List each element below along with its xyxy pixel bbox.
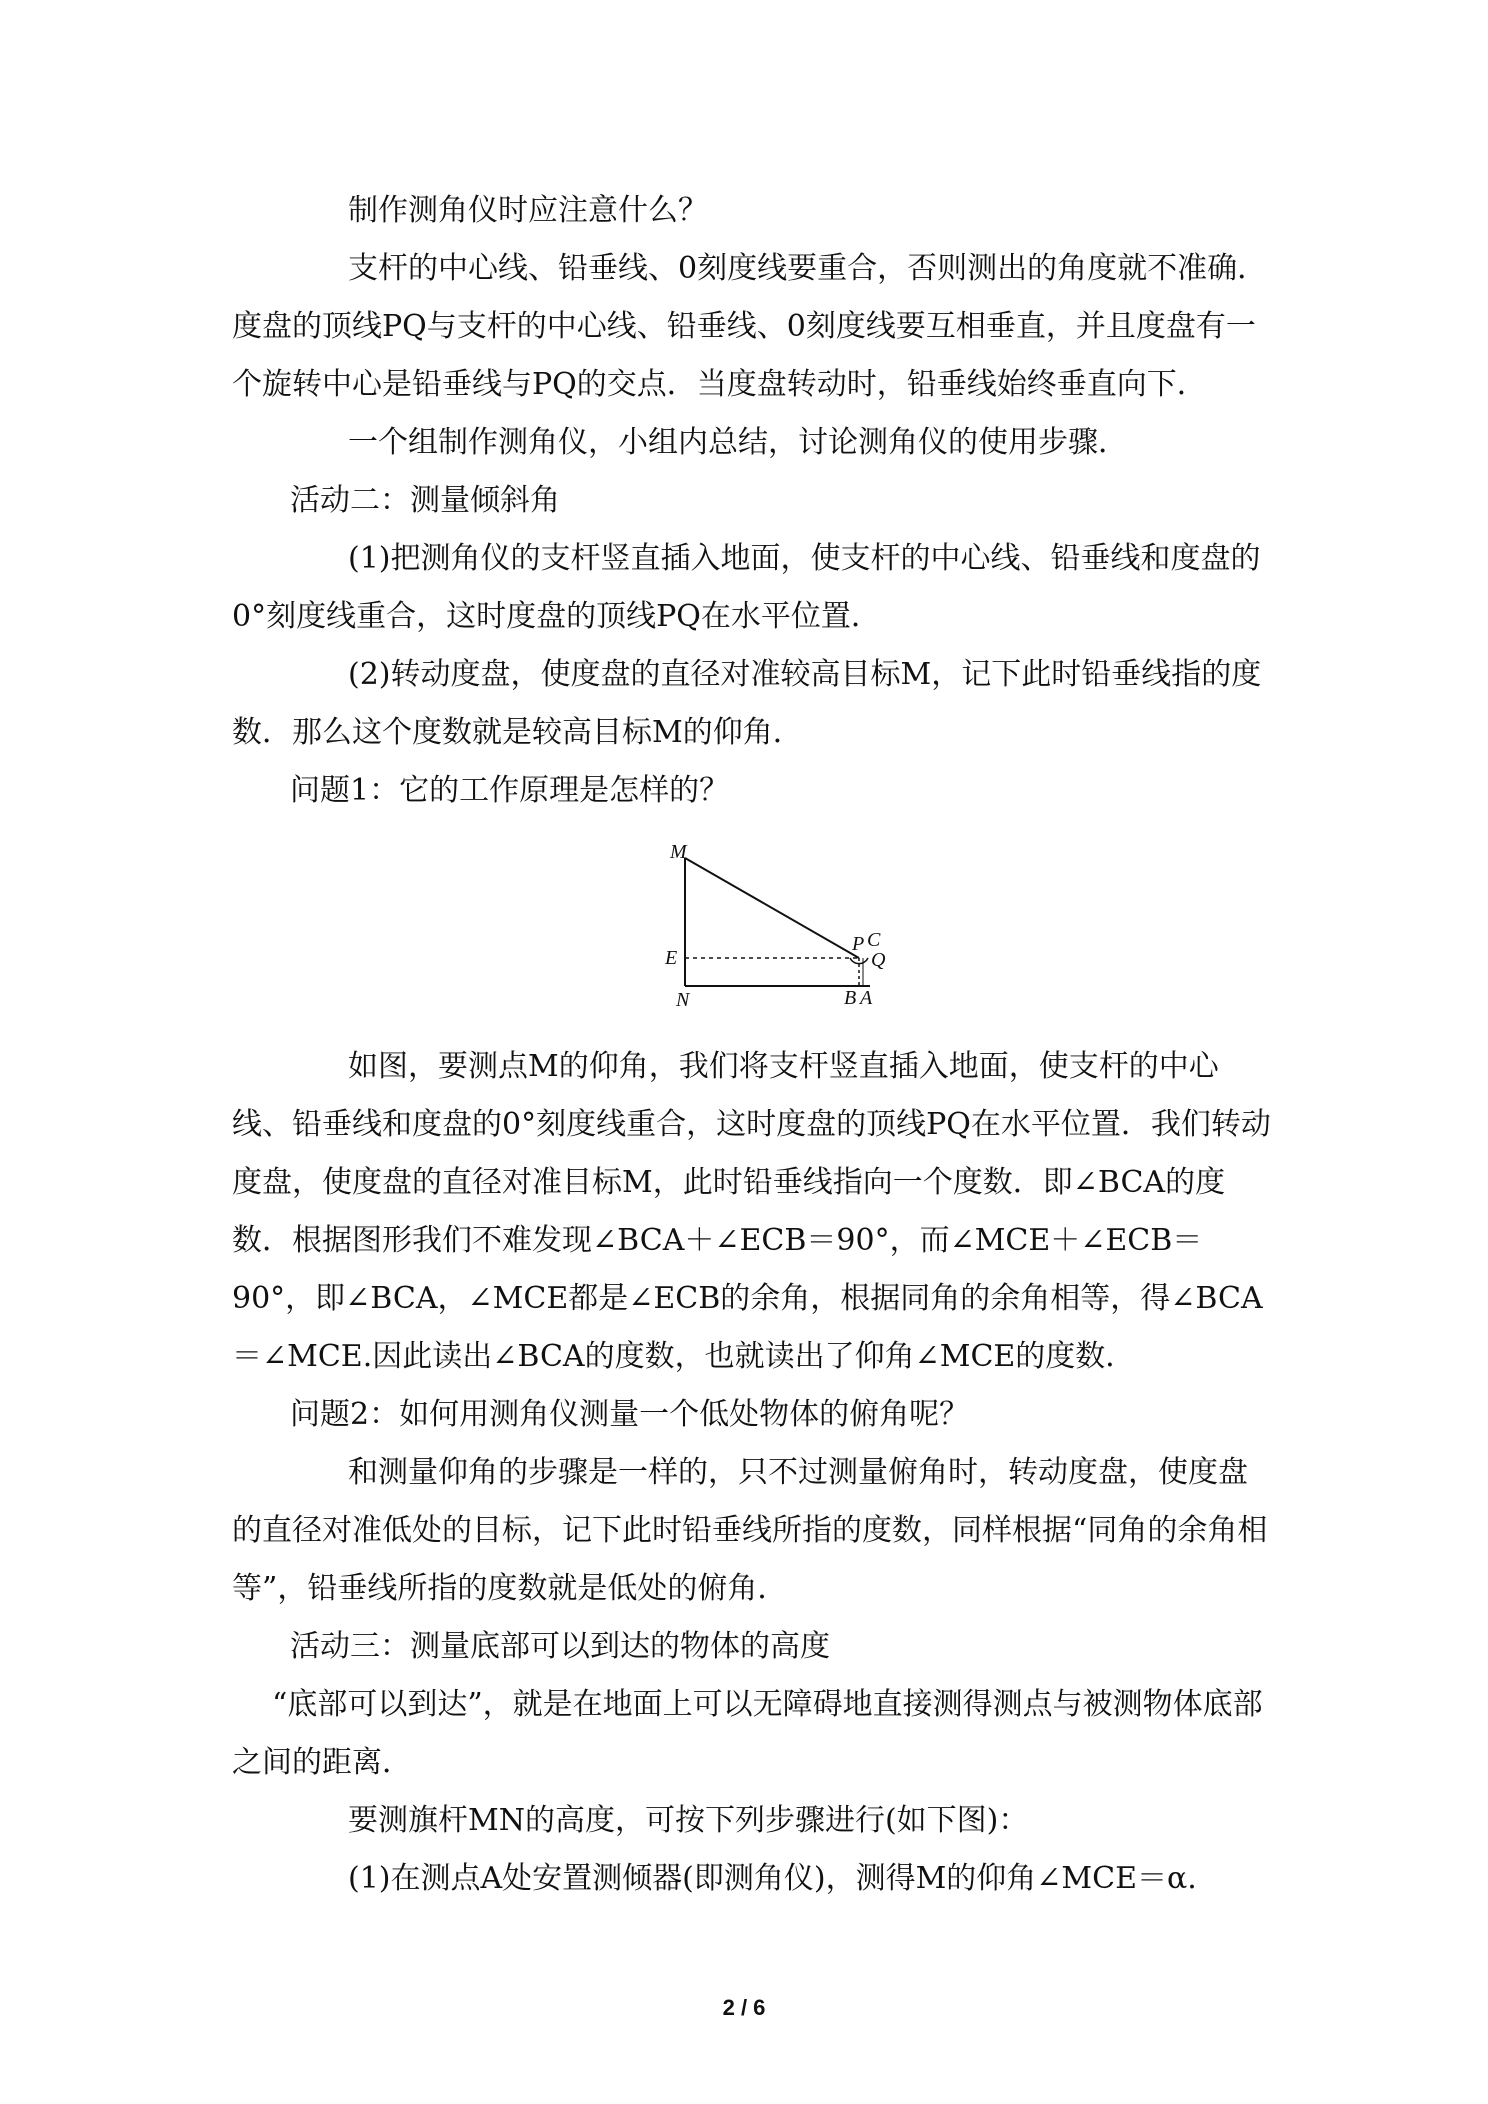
paragraph-answer-notes: 支杆的中心线、铅垂线、0刻度线要重合，否则测出的角度就不准确．度盘的顶线PQ与支杆的中心线、铅垂线、0刻度线要互相垂直，并且度盘有一个旋转中心是铅垂线与PQ的交点．当度盘转动时，铅垂线始终垂直向下． bbox=[232, 251, 1268, 402]
paragraph-step-two: (2)转动度盘，使度盘的直径对准较高目标M，记下此时铅垂线指的度数．那么这个度数就是较高目标M的仰角． bbox=[232, 657, 1262, 750]
paragraph-step-one: (1)把测角仪的支杆竖直插入地面，使支杆的中心线、铅垂线和度盘的0°刻度线重合，这时度盘的顶线PQ在水平位置． bbox=[232, 541, 1261, 634]
paragraph-flagpole-intro: 要测旗杆MN的高度，可按下列步骤进行(如下图)： bbox=[348, 1803, 1029, 1838]
label-c: C bbox=[867, 929, 881, 951]
heading-activity-two: 活动二：测量倾斜角 bbox=[290, 483, 560, 518]
page-number: 2 / 6 bbox=[722, 1995, 766, 2020]
label-p: P bbox=[852, 933, 865, 955]
paragraph-explanation: 如图，要测点M的仰角，我们将支杆竖直插入地面，使支杆的中心线、铅垂线和度盘的0°刻度线重合，这时度盘的顶线PQ在水平位置．我们转动度盘，使度盘的直径对准目标M，此时铅垂线指向一个度数．即∠BCA的度数．根据图形我们不难发现∠BCA＋∠ECB＝90°，而∠MCE＋∠ECB＝90°，即∠BCA，∠MCE都是∠ECB的余角，根据同角的余角相等，得∠BCA＝∠MCE.因此读出∠BCA的度数，也就读出了仰角∠MCE的度数． bbox=[232, 1049, 1271, 1374]
elevation-angle-diagram bbox=[660, 838, 920, 1008]
paragraph-answer-two: 和测量仰角的步骤是一样的，只不过测量俯角时，转动度盘，使度盘的直径对准低处的目标，记下此时铅垂线所指的度数，同样根据“同角的余角相等”，铅垂线所指的度数就是低处的俯角． bbox=[232, 1455, 1268, 1606]
paragraph-reachable-definition: “底部可以到达”，就是在地面上可以无障碍地直接测得测点与被测物体底部之间的距离． bbox=[232, 1687, 1263, 1780]
paragraph-question-one: 问题1：它的工作原理是怎样的？ bbox=[290, 773, 730, 808]
label-m: M bbox=[670, 841, 687, 863]
sight-line-mc bbox=[685, 858, 859, 958]
label-n: N bbox=[676, 989, 690, 1008]
paragraph-question-two: 问题2：如何用测角仪测量一个低处物体的俯角呢？ bbox=[290, 1397, 970, 1432]
label-e: E bbox=[665, 947, 678, 969]
paragraph-question-notes: 制作测角仪时应注意什么？ bbox=[348, 193, 708, 228]
label-a: A bbox=[860, 987, 873, 1008]
paragraph-flagpole-step-one: (1)在测点A处安置测倾器(即测角仪)，测得M的仰角∠MCE＝α. bbox=[348, 1861, 1197, 1896]
label-b: B bbox=[844, 987, 857, 1008]
heading-activity-three: 活动三：测量底部可以到达的物体的高度 bbox=[290, 1629, 830, 1664]
paragraph-group-discussion: 一个组制作测角仪，小组内总结，讨论测角仪的使用步骤． bbox=[348, 425, 1128, 460]
label-q: Q bbox=[871, 949, 886, 971]
